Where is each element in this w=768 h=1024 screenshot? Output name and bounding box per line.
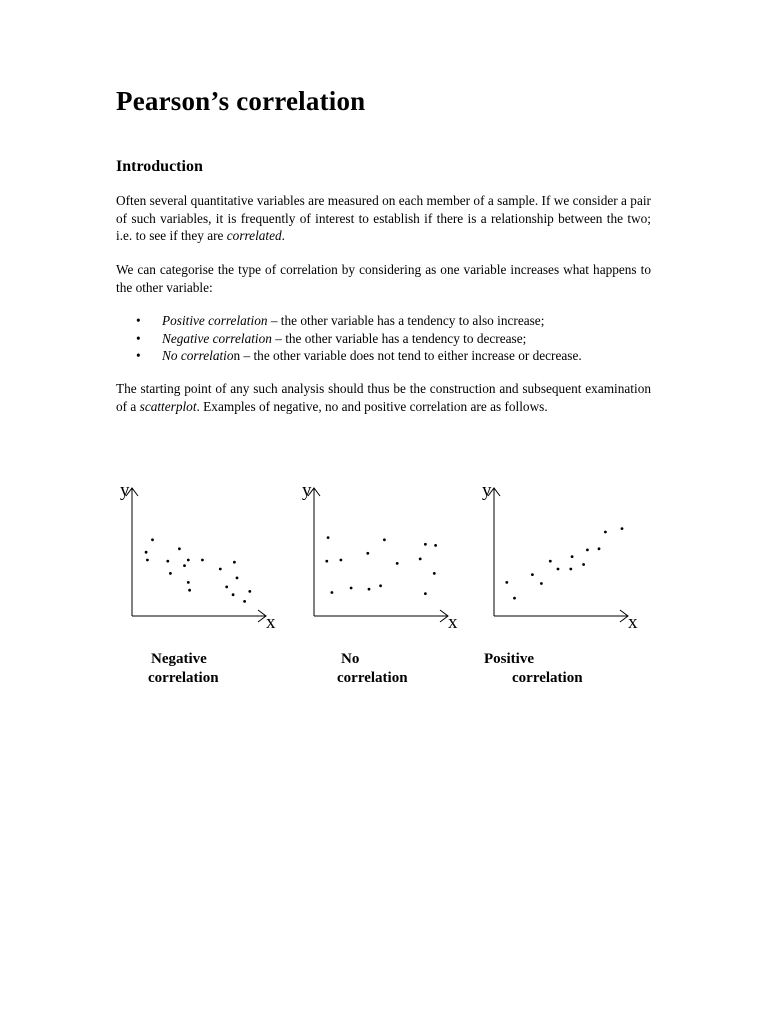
- data-point: [569, 568, 572, 571]
- negative-correlation-chart: [114, 476, 284, 636]
- data-point: [188, 589, 191, 592]
- data-point: [166, 560, 169, 563]
- bullet-description: – the other variable has a tendency to also increase;: [267, 313, 545, 328]
- data-point: [598, 547, 601, 550]
- bullet-term: Negative correlation: [162, 330, 272, 346]
- bullet-description: – the other variable does not tend to either increase or decrease.: [240, 348, 582, 363]
- scatter-text-2: . Examples of negative, no and positive correlation are as follows.: [196, 398, 548, 414]
- y-axis-label: y: [120, 480, 130, 501]
- data-point: [236, 577, 239, 580]
- data-point: [383, 538, 386, 541]
- scatter-svg-negative: [114, 476, 284, 636]
- caption-line2: correlation: [148, 670, 219, 686]
- data-point: [178, 547, 181, 550]
- caption-line1: No: [341, 651, 360, 667]
- caption-line1: Positive: [484, 651, 534, 667]
- bullet-term-tail: n: [233, 348, 241, 363]
- list-item: [116, 347, 676, 365]
- data-point: [225, 586, 228, 589]
- scatter-svg-positive: [476, 476, 646, 636]
- data-point: [368, 588, 371, 591]
- data-point: [219, 568, 222, 571]
- data-point: [325, 560, 328, 563]
- data-point: [419, 558, 422, 561]
- scatter-svg-none: [296, 476, 466, 636]
- data-point: [232, 593, 235, 596]
- data-point: [248, 590, 251, 593]
- x-axis-label: x: [266, 612, 276, 633]
- data-point: [531, 573, 534, 576]
- data-point: [582, 563, 585, 566]
- data-point: [540, 582, 543, 585]
- data-point: [340, 559, 343, 562]
- data-point: [145, 551, 148, 554]
- y-axis-label: y: [302, 480, 312, 501]
- x-axis-label: x: [628, 612, 638, 633]
- data-point: [146, 559, 149, 562]
- data-point: [183, 564, 186, 567]
- bullet-icon: •: [136, 313, 141, 328]
- data-point: [433, 572, 436, 575]
- data-point: [505, 581, 508, 584]
- scatter-emphasis: scatterplot: [139, 398, 197, 414]
- scatterplot-paragraph: [116, 380, 651, 415]
- data-point: [586, 549, 589, 552]
- data-point: [549, 560, 552, 563]
- bullet-term: No correlatio: [162, 348, 234, 363]
- data-point: [571, 555, 574, 558]
- caption-line2: correlation: [512, 670, 583, 686]
- data-point: [201, 559, 204, 562]
- data-point: [331, 591, 334, 594]
- list-item: [116, 312, 676, 330]
- data-point: [621, 527, 624, 530]
- data-point: [424, 543, 427, 546]
- intro-emphasis: correlated: [226, 228, 282, 243]
- intro-text-2: .: [281, 228, 285, 243]
- page-title: Pearson’s correlation: [116, 86, 366, 116]
- negative-correlation-caption: [148, 650, 219, 688]
- data-point: [396, 562, 399, 565]
- data-point: [327, 536, 330, 539]
- data-point: [187, 581, 190, 584]
- bullet-icon: •: [136, 330, 141, 346]
- x-axis-label: x: [448, 612, 458, 633]
- caption-line1: Negative: [151, 651, 207, 667]
- data-point: [366, 552, 369, 555]
- no-correlation-chart: [296, 476, 466, 636]
- positive-correlation-chart: [476, 476, 646, 636]
- data-point: [233, 561, 236, 564]
- data-point: [187, 559, 190, 562]
- data-point: [151, 538, 154, 541]
- no-correlation-caption: [337, 650, 408, 688]
- y-axis-label: y: [482, 480, 492, 501]
- categorise-paragraph: We can categorise the type of correlation by considering as one variable increases what happens to the other variable:: [116, 262, 651, 295]
- positive-correlation-caption: [484, 650, 583, 688]
- data-point: [513, 597, 516, 600]
- data-point: [557, 568, 560, 571]
- bullet-description: – the other variable has a tendency to decrease;: [271, 330, 527, 346]
- correlation-types-list: [116, 312, 676, 365]
- data-point: [604, 531, 607, 534]
- caption-line2: correlation: [337, 670, 408, 686]
- data-point: [350, 587, 353, 590]
- bullet-icon: •: [136, 348, 141, 363]
- data-point: [434, 544, 437, 547]
- bullet-term: Positive correlation: [162, 313, 268, 328]
- intro-paragraph: [116, 192, 651, 245]
- scatter-text-1: The starting point of any such analysis should thus be the construction and subsequent examination of a: [116, 381, 651, 414]
- intro-text-1: Often several quantitative variables are measured on each member of a sample. If we consider a pair of such variables, it is frequently of interest to establish if there is a relationship between the two; i.e. to see if they are: [116, 193, 651, 243]
- data-point: [379, 584, 382, 587]
- list-item: [116, 330, 676, 348]
- data-point: [169, 572, 172, 575]
- section-heading: Introduction: [116, 158, 203, 175]
- data-point: [424, 592, 427, 595]
- data-point: [243, 600, 246, 603]
